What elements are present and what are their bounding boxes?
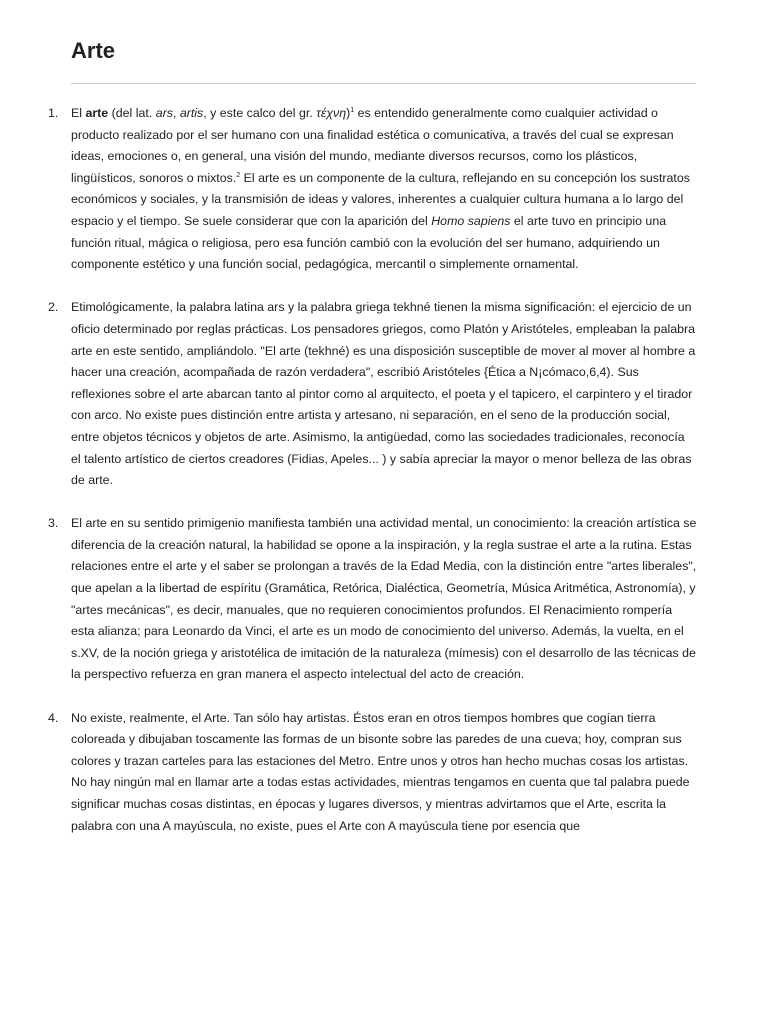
list-item bbox=[48, 103, 697, 276]
item-text: El arte en su sentido primigenio manifiesta también una actividad mental, un conocimiento: la creación artística se diferencia de la creación natural, la habilidad se opone a la inspiración, y la regla sustrae el arte a la rutina. Estas relaciones entre el arte y el saber se prolongan a través de la Edad Media, con la distinción entre "artes liberales", que apelan a la libertad de espíritu (Gramática, Retórica, Dialéctica, Geometría, Música Aritmética, Astronomía), y "artes mecánicas", es decir, manuales, que no requieren conocimientos profundos. El Renacimiento rompería esta alianza; para Leonardo da Vinci, el arte es un modo de conocimiento del universo. Además, la vuelta, en el s.XV, de la noción griega y aristotélica de imitación de la naturaleza (mímesis) con el desarrollo de las técnicas de la perspectivo refuerza en gran manera el aspecto intelectual del acto de creación. bbox=[71, 516, 697, 682]
page-title: Arte bbox=[71, 38, 116, 63]
title-divider bbox=[71, 83, 696, 84]
greek-word: τέχνη bbox=[316, 106, 347, 120]
item-number: 3. bbox=[48, 516, 59, 531]
paragraph-list bbox=[48, 103, 697, 859]
item-text: El arte (del lat. ars, artis, y este calco del gr. τέχνη)$^1$ es entendido generalmente como cualquier actividad o producto realizado por el ser humano con una finalidad estética o comunicativa, a través del cual se expresan ideas, emociones o, en general, una visión del mundo, mediante diversos recursos, como los plásticos, lingüísticos, sonoros o mixtos.$^2$ El arte es un componente de la cultura, reflejando en su concepción los sustratos económicos y sociales, y la transmisión de ideas y valores, inherentes a cualquier cultura humana a lo largo del espacio y el tiempo. Se suele considerar que con la aparición del Homo sapiens el arte tuvo en principio una función ritual, mágica o religiosa, pero esa función cambió con la evolución del ser humano, adquiriendo un componente estético y una función social, pedagógica, mercantil o simplemente ornamental. bbox=[71, 106, 690, 272]
item-text: No existe, realmente, el Arte. Tan sólo hay artistas. Éstos eran en otros tiempos hombres que cogían tierra coloreada y dibujaban toscamente las formas de un bisonte sobre las paredes de una cueva; hoy, compran sus colores y trazan carteles para las estaciones del Metro. Entre unos y otros han hecho muchas cosas los artistas. No hay ningún mal en llamar arte a todas estas actividades, mientras tengamos en cuenta que tal palabra puede significar muchas cosas distintas, en épocas y lugares diversos, y mientras advirtamos que el Arte, escrita la palabra con una A mayúscula, no existe, pues el Arte con A mayúscula tiene por esencia que bbox=[71, 710, 690, 833]
list-item bbox=[48, 513, 697, 686]
list-item bbox=[48, 297, 697, 491]
footnote-ref[interactable]: 1 bbox=[350, 106, 355, 114]
item-number: 4. bbox=[48, 710, 59, 725]
species-name: Homo sapiens bbox=[431, 213, 511, 228]
list-item bbox=[48, 708, 697, 838]
footnote-ref[interactable]: 2 bbox=[236, 171, 241, 179]
item-text: Etimológicamente, la palabra latina ars y la palabra griega tekhné tienen la misma significación: el ejercicio de un oficio determinado por reglas prácticas. Los pensadores griegos, como Platón y Aristóteles, empleaban la palabra arte en este sentido, ampliándolo. "El arte (tekhné) es una disposición susceptible de mover al mover al hombre a hacer una creación, acompañada de razón verdadera", escribió Aristóteles {Ética a N¡cómaco,6,4). Sus reflexiones sobre el arte abarcan tanto al pintor como al arquitecto, el poeta y el tapicero, el carpintero y el tirador con arco. No existe pues distinción entre artista y artesano, ni separación, en el seno de la producción social, entre objetos técnicos y objetos de arte. Asimismo, la antigüedad, como las sociedades tradicionales, reconocía el talento artístico de ciertos creadores (Fidias, Apeles... ) y sabía apreciar la mayor o menor belleza de las obras de arte. bbox=[71, 300, 696, 488]
item-number: 1. bbox=[48, 106, 59, 120]
term-arte: arte bbox=[85, 106, 109, 120]
item-number: 2. bbox=[48, 300, 59, 315]
